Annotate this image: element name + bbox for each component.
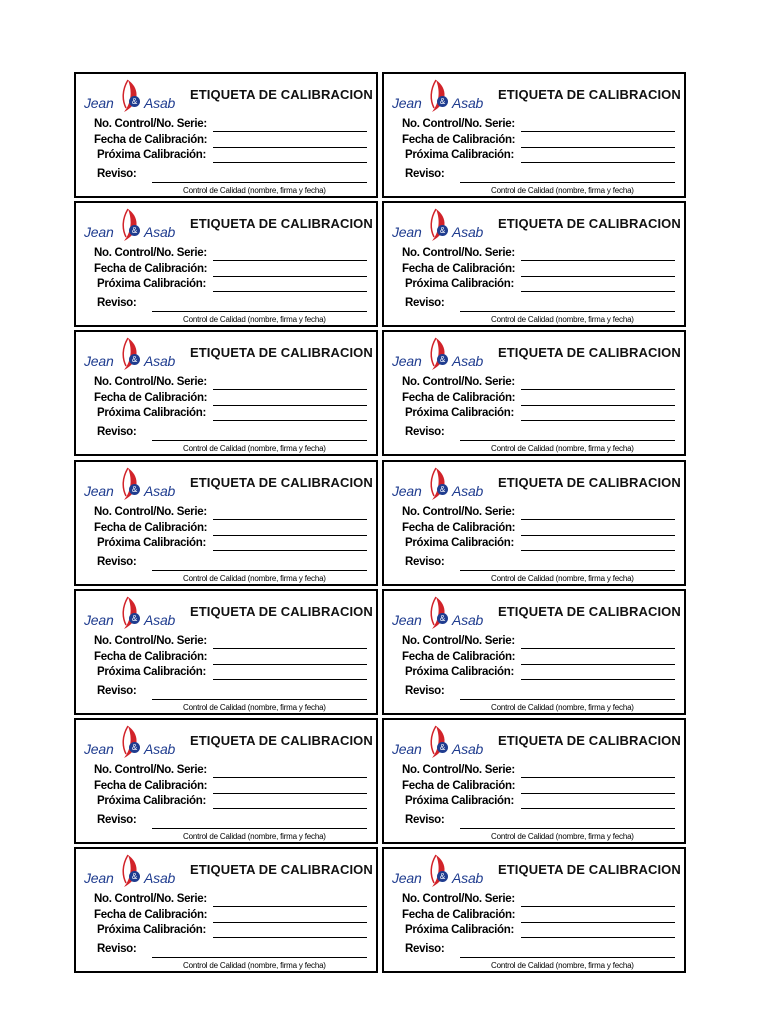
- logo-text-left: Jean: [392, 483, 422, 499]
- label-title: ETIQUETA DE CALIBRACION: [498, 733, 681, 748]
- signature-line: [460, 828, 675, 829]
- logo-text-right: Asab: [144, 870, 176, 886]
- calibration-label-r6-c1: [74, 718, 378, 844]
- control-number-label: No. Control/No. Serie:: [402, 376, 515, 388]
- reviewed-by-label: Reviso:: [97, 556, 137, 568]
- label-title: ETIQUETA DE CALIBRACION: [190, 733, 373, 748]
- control-number-label: No. Control/No. Serie:: [94, 635, 207, 647]
- sail-logo-icon: [110, 724, 146, 760]
- control-number-label: No. Control/No. Serie:: [94, 764, 207, 776]
- logo-text-left: Jean: [392, 741, 422, 757]
- calibration-date-label: Fecha de Calibración:: [402, 780, 516, 792]
- reviewed-by-label: Reviso:: [405, 168, 445, 180]
- calibration-label-r1-c1: [74, 72, 378, 198]
- reviewed-by-label: Reviso:: [405, 426, 445, 438]
- signature-line: [152, 957, 367, 958]
- calibration-date-line: [521, 147, 675, 148]
- logo-text-left: Jean: [392, 224, 422, 240]
- logo-ampersand: &: [129, 871, 140, 882]
- signature-line: [460, 311, 675, 312]
- reviewed-by-label: Reviso:: [405, 943, 445, 955]
- calibration-date-line: [521, 922, 675, 923]
- logo-text-left: Jean: [392, 870, 422, 886]
- calibration-label-r4-c2: [382, 460, 686, 586]
- calibration-date-label: Fecha de Calibración:: [402, 392, 516, 404]
- calibration-date-label: Fecha de Calibración:: [402, 522, 516, 534]
- calibration-label-r5-c2: [382, 589, 686, 715]
- calibration-date-line: [521, 405, 675, 406]
- calibration-label-r2-c2: [382, 201, 686, 327]
- next-calibration-line: [521, 679, 675, 680]
- reviewed-by-label: Reviso:: [405, 814, 445, 826]
- label-title: ETIQUETA DE CALIBRACION: [498, 604, 681, 619]
- control-number-label: No. Control/No. Serie:: [94, 893, 207, 905]
- sail-logo-icon: [418, 466, 454, 502]
- signature-caption: Control de Calidad (nombre, firma y fecha): [183, 315, 326, 324]
- signature-caption: Control de Calidad (nombre, firma y fecha): [491, 315, 634, 324]
- control-number-line: [521, 519, 675, 520]
- company-logo: [390, 336, 486, 374]
- signature-caption: Control de Calidad (nombre, firma y fecha): [491, 574, 634, 583]
- logo-text-right: Asab: [452, 741, 484, 757]
- control-number-line: [521, 906, 675, 907]
- sail-logo-icon: [110, 466, 146, 502]
- calibration-date-label: Fecha de Calibración:: [402, 651, 516, 663]
- logo-text-left: Jean: [84, 95, 114, 111]
- control-number-label: No. Control/No. Serie:: [94, 247, 207, 259]
- next-calibration-line: [213, 808, 367, 809]
- label-title: ETIQUETA DE CALIBRACION: [190, 345, 373, 360]
- next-calibration-label: Próxima Calibración:: [97, 149, 207, 161]
- company-logo: [82, 466, 178, 504]
- next-calibration-line: [213, 162, 367, 163]
- logo-ampersand: &: [437, 96, 448, 107]
- next-calibration-label: Próxima Calibración:: [405, 666, 515, 678]
- signature-line: [460, 699, 675, 700]
- control-number-label: No. Control/No. Serie:: [402, 118, 515, 130]
- calibration-label-r5-c1: [74, 589, 378, 715]
- control-number-line: [521, 648, 675, 649]
- control-number-line: [213, 131, 367, 132]
- calibration-date-line: [213, 276, 367, 277]
- sail-logo-icon: [110, 207, 146, 243]
- calibration-date-label: Fecha de Calibración:: [94, 263, 208, 275]
- sail-logo-icon: [418, 595, 454, 631]
- signature-line: [152, 570, 367, 571]
- logo-ampersand: &: [437, 225, 448, 236]
- calibration-label-r3-c2: [382, 330, 686, 456]
- signature-caption: Control de Calidad (nombre, firma y fecha): [491, 186, 634, 195]
- logo-text-left: Jean: [84, 483, 114, 499]
- logo-text-left: Jean: [392, 612, 422, 628]
- signature-caption: Control de Calidad (nombre, firma y fecha): [183, 961, 326, 970]
- calibration-date-label: Fecha de Calibración:: [94, 392, 208, 404]
- calibration-date-label: Fecha de Calibración:: [94, 780, 208, 792]
- control-number-label: No. Control/No. Serie:: [402, 635, 515, 647]
- signature-caption: Control de Calidad (nombre, firma y fecha): [491, 444, 634, 453]
- sail-logo-icon: [110, 595, 146, 631]
- logo-text-left: Jean: [84, 741, 114, 757]
- next-calibration-line: [213, 550, 367, 551]
- sail-logo-icon: [418, 207, 454, 243]
- label-title: ETIQUETA DE CALIBRACION: [498, 87, 681, 102]
- next-calibration-line: [521, 162, 675, 163]
- logo-text-right: Asab: [452, 353, 484, 369]
- next-calibration-label: Próxima Calibración:: [405, 407, 515, 419]
- reviewed-by-label: Reviso:: [97, 168, 137, 180]
- signature-line: [460, 182, 675, 183]
- sail-logo-icon: [110, 853, 146, 889]
- logo-ampersand: &: [129, 613, 140, 624]
- signature-line: [460, 570, 675, 571]
- control-number-label: No. Control/No. Serie:: [402, 764, 515, 776]
- label-title: ETIQUETA DE CALIBRACION: [498, 345, 681, 360]
- signature-caption: Control de Calidad (nombre, firma y fecha): [491, 703, 634, 712]
- next-calibration-line: [521, 420, 675, 421]
- calibration-date-label: Fecha de Calibración:: [402, 263, 516, 275]
- label-title: ETIQUETA DE CALIBRACION: [190, 604, 373, 619]
- signature-line: [152, 311, 367, 312]
- next-calibration-line: [521, 937, 675, 938]
- calibration-date-label: Fecha de Calibración:: [94, 909, 208, 921]
- label-title: ETIQUETA DE CALIBRACION: [190, 475, 373, 490]
- calibration-label-r3-c1: [74, 330, 378, 456]
- control-number-line: [521, 260, 675, 261]
- reviewed-by-label: Reviso:: [97, 685, 137, 697]
- logo-text-left: Jean: [84, 870, 114, 886]
- label-title: ETIQUETA DE CALIBRACION: [498, 216, 681, 231]
- signature-line: [460, 957, 675, 958]
- label-title: ETIQUETA DE CALIBRACION: [498, 475, 681, 490]
- next-calibration-line: [521, 291, 675, 292]
- control-number-line: [521, 131, 675, 132]
- company-logo: [82, 724, 178, 762]
- calibration-date-line: [213, 405, 367, 406]
- logo-text-left: Jean: [84, 224, 114, 240]
- reviewed-by-label: Reviso:: [97, 426, 137, 438]
- calibration-label-r7-c2: [382, 847, 686, 973]
- signature-caption: Control de Calidad (nombre, firma y fecha): [491, 832, 634, 841]
- next-calibration-label: Próxima Calibración:: [405, 795, 515, 807]
- logo-ampersand: &: [129, 742, 140, 753]
- signature-line: [152, 440, 367, 441]
- logo-text-right: Asab: [452, 95, 484, 111]
- calibration-date-line: [521, 664, 675, 665]
- logo-text-left: Jean: [84, 353, 114, 369]
- signature-caption: Control de Calidad (nombre, firma y fecha): [183, 703, 326, 712]
- calibration-date-line: [521, 276, 675, 277]
- label-title: ETIQUETA DE CALIBRACION: [190, 862, 373, 877]
- label-title: ETIQUETA DE CALIBRACION: [190, 216, 373, 231]
- next-calibration-label: Próxima Calibración:: [405, 278, 515, 290]
- company-logo: [390, 466, 486, 504]
- logo-text-left: Jean: [84, 612, 114, 628]
- control-number-line: [213, 519, 367, 520]
- control-number-label: No. Control/No. Serie:: [94, 506, 207, 518]
- calibration-date-line: [521, 535, 675, 536]
- calibration-label-r7-c1: [74, 847, 378, 973]
- logo-ampersand: &: [129, 225, 140, 236]
- logo-text-right: Asab: [452, 870, 484, 886]
- next-calibration-line: [213, 937, 367, 938]
- signature-line: [152, 828, 367, 829]
- control-number-line: [213, 777, 367, 778]
- control-number-line: [213, 260, 367, 261]
- reviewed-by-label: Reviso:: [405, 556, 445, 568]
- next-calibration-label: Próxima Calibración:: [405, 149, 515, 161]
- company-logo: [82, 336, 178, 374]
- company-logo: [390, 207, 486, 245]
- calibration-label-r6-c2: [382, 718, 686, 844]
- logo-text-right: Asab: [144, 353, 176, 369]
- calibration-date-label: Fecha de Calibración:: [94, 522, 208, 534]
- control-number-label: No. Control/No. Serie:: [94, 118, 207, 130]
- logo-text-right: Asab: [144, 224, 176, 240]
- control-number-label: No. Control/No. Serie:: [94, 376, 207, 388]
- control-number-line: [213, 648, 367, 649]
- next-calibration-line: [213, 291, 367, 292]
- calibration-date-label: Fecha de Calibración:: [402, 134, 516, 146]
- calibration-date-label: Fecha de Calibración:: [94, 651, 208, 663]
- signature-caption: Control de Calidad (nombre, firma y fecha): [183, 186, 326, 195]
- calibration-date-line: [213, 793, 367, 794]
- calibration-label-r1-c2: [382, 72, 686, 198]
- control-number-line: [213, 906, 367, 907]
- company-logo: [82, 595, 178, 633]
- reviewed-by-label: Reviso:: [97, 943, 137, 955]
- next-calibration-label: Próxima Calibración:: [97, 666, 207, 678]
- calibration-date-line: [213, 535, 367, 536]
- control-number-line: [213, 389, 367, 390]
- logo-text-left: Jean: [392, 95, 422, 111]
- company-logo: [390, 853, 486, 891]
- next-calibration-label: Próxima Calibración:: [97, 795, 207, 807]
- company-logo: [82, 207, 178, 245]
- logo-ampersand: &: [437, 354, 448, 365]
- control-number-line: [521, 777, 675, 778]
- calibration-date-label: Fecha de Calibración:: [402, 909, 516, 921]
- signature-caption: Control de Calidad (nombre, firma y fecha): [183, 832, 326, 841]
- logo-ampersand: &: [129, 484, 140, 495]
- company-logo: [390, 595, 486, 633]
- sail-logo-icon: [418, 853, 454, 889]
- control-number-label: No. Control/No. Serie:: [402, 893, 515, 905]
- company-logo: [82, 78, 178, 116]
- calibration-label-sheet: [74, 72, 690, 970]
- calibration-date-line: [213, 922, 367, 923]
- label-title: ETIQUETA DE CALIBRACION: [498, 862, 681, 877]
- label-title: ETIQUETA DE CALIBRACION: [190, 87, 373, 102]
- calibration-date-line: [521, 793, 675, 794]
- next-calibration-line: [521, 550, 675, 551]
- signature-line: [460, 440, 675, 441]
- sail-logo-icon: [418, 724, 454, 760]
- logo-ampersand: &: [129, 354, 140, 365]
- sail-logo-icon: [418, 336, 454, 372]
- company-logo: [390, 78, 486, 116]
- control-number-line: [521, 389, 675, 390]
- logo-text-right: Asab: [144, 95, 176, 111]
- next-calibration-label: Próxima Calibración:: [97, 278, 207, 290]
- logo-text-right: Asab: [452, 483, 484, 499]
- logo-text-right: Asab: [144, 612, 176, 628]
- reviewed-by-label: Reviso:: [405, 685, 445, 697]
- logo-ampersand: &: [437, 613, 448, 624]
- next-calibration-label: Próxima Calibración:: [97, 537, 207, 549]
- sail-logo-icon: [110, 78, 146, 114]
- signature-caption: Control de Calidad (nombre, firma y fecha): [491, 961, 634, 970]
- reviewed-by-label: Reviso:: [97, 814, 137, 826]
- signature-caption: Control de Calidad (nombre, firma y fecha): [183, 444, 326, 453]
- next-calibration-label: Próxima Calibración:: [405, 924, 515, 936]
- calibration-label-r2-c1: [74, 201, 378, 327]
- control-number-label: No. Control/No. Serie:: [402, 506, 515, 518]
- company-logo: [390, 724, 486, 762]
- calibration-date-line: [213, 664, 367, 665]
- sail-logo-icon: [418, 78, 454, 114]
- logo-ampersand: &: [437, 871, 448, 882]
- next-calibration-line: [213, 679, 367, 680]
- next-calibration-line: [521, 808, 675, 809]
- reviewed-by-label: Reviso:: [97, 297, 137, 309]
- logo-text-right: Asab: [452, 612, 484, 628]
- signature-line: [152, 699, 367, 700]
- logo-ampersand: &: [437, 484, 448, 495]
- logo-text-right: Asab: [452, 224, 484, 240]
- reviewed-by-label: Reviso:: [405, 297, 445, 309]
- signature-line: [152, 182, 367, 183]
- calibration-label-r4-c1: [74, 460, 378, 586]
- calibration-date-label: Fecha de Calibración:: [94, 134, 208, 146]
- next-calibration-line: [213, 420, 367, 421]
- signature-caption: Control de Calidad (nombre, firma y fecha): [183, 574, 326, 583]
- logo-ampersand: &: [437, 742, 448, 753]
- next-calibration-label: Próxima Calibración:: [97, 924, 207, 936]
- sail-logo-icon: [110, 336, 146, 372]
- logo-text-right: Asab: [144, 741, 176, 757]
- control-number-label: No. Control/No. Serie:: [402, 247, 515, 259]
- logo-text-right: Asab: [144, 483, 176, 499]
- next-calibration-label: Próxima Calibración:: [97, 407, 207, 419]
- next-calibration-label: Próxima Calibración:: [405, 537, 515, 549]
- company-logo: [82, 853, 178, 891]
- calibration-date-line: [213, 147, 367, 148]
- logo-text-left: Jean: [392, 353, 422, 369]
- logo-ampersand: &: [129, 96, 140, 107]
